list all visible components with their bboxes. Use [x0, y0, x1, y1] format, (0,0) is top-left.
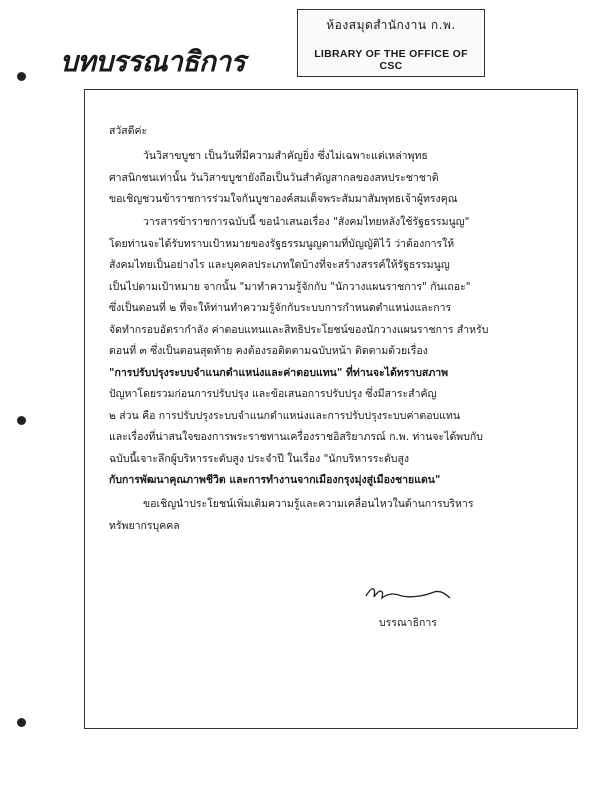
- text-line: ขอเชิญนำประโยชน์เพิ่มเติมความรู้และความเคลื่อนไหวในด้านการบริหาร: [143, 498, 474, 510]
- binder-hole-dot: [17, 718, 26, 727]
- text-line: ตอนที่ ๓ ซึ่งเป็นตอนสุดท้าย คงต้องรอติดตามฉบับหน้า ติดตามด้วยเรื่อง: [109, 345, 428, 357]
- paragraph-1: [109, 146, 554, 211]
- frame-border: [84, 89, 578, 90]
- text-line: ทรัพยากรบุคคล: [109, 519, 180, 532]
- text-line: วารสารข้าราชการฉบับนี้ ขอนำเสนอเรื่อง "สังคมไทยหลังใช้รัฐธรรมนูญ": [143, 216, 470, 228]
- binder-hole-dot: [17, 72, 26, 81]
- frame-border: [84, 89, 85, 729]
- paragraph-2: [109, 212, 554, 492]
- text-line: เป็นไปตามเป้าหมาย จากนั้น "มาทำความรู้จักกับ "นักวางแผนราชการ" กันเถอะ": [109, 280, 471, 293]
- text-line: ๒ ส่วน คือ การปรับปรุงระบบจำแนกตำแหน่งและการปรับปรุงระบบค่าตอบแทน: [109, 409, 461, 422]
- page-title: บทบรรณาธิการ: [60, 45, 246, 78]
- text-line: ซึ่งเป็นตอนที่ ๒ ที่จะให้ท่านทำความรู้จักกับระบบการกำหนดตำแหน่งและการ: [109, 302, 452, 314]
- binder-hole-dot: [17, 416, 26, 425]
- frame-border: [84, 728, 578, 729]
- text-line: สังคมไทยเป็นอย่างไร และบุคคลประเภทใดบ้างที่จะสร้างสรรค์ให้รัฐธรรมนูญ: [109, 259, 450, 271]
- text-line: โดยท่านจะได้รับทราบเป้าหมายของรัฐธรรมนูญตามที่บัญญัติไว้ ว่าต้องการให้: [109, 237, 455, 250]
- text-line: ฉบับนี้เจาะลึกผู้บริหารระดับสูง ประจำปี ในเรื่อง "นักบริหารระดับสูง: [109, 452, 410, 465]
- stamp-line-english: LIBRARY OF THE OFFICE OF CSC: [314, 48, 468, 72]
- handwritten-signature: [362, 582, 452, 604]
- editor-signature-label: บรรณาธิการ: [379, 617, 437, 629]
- text-line: กับการพัฒนาคุณภาพชีวิต และการทำงานจากเมืองกรุงมุ่งสู่เมืองชายแดน": [109, 474, 441, 486]
- text-line: วันวิสาขบูชา เป็นวันที่มีความสำคัญยิ่ง ซึ่งไม่เฉพาะแต่เหล่าพุทธ: [143, 150, 428, 162]
- greeting: สวัสดีค่ะ: [109, 125, 148, 137]
- frame-border: [577, 89, 578, 729]
- paragraph-3: [109, 494, 554, 537]
- text-line: และเรื่องที่น่าสนใจของการพระราชทานเครื่องราชอิสริยาภรณ์ ก.พ. ท่านจะได้พบกับ: [109, 431, 483, 443]
- text-line: ขอเชิญชวนข้าราชการร่วมใจกันบูชาองค์สมเด็จพระสัมมาสัมพุทธเจ้าผู้ทรงคุณ: [109, 193, 458, 205]
- stamp-line-thai: ห้องสมุดสำนักงาน ก.พ.: [326, 18, 456, 32]
- text-line: "การปรับปรุงระบบจำแนกตำแหน่งและค่าตอบแทน" ที่ท่านจะได้ทราบสภาพ: [109, 366, 449, 379]
- text-line: ศาสนิกชนเท่านั้น วันวิสาขบูชายังถือเป็นวันสำคัญสากลของสหประชาชาติ: [109, 171, 439, 184]
- text-line: จัดทำกรอบอัตรากำลัง ค่าตอบแทนและสิทธิประโยชน์ของนักวางแผนราชการ สำหรับ: [109, 323, 489, 336]
- library-stamp: [297, 9, 485, 77]
- text-line: ปัญหาโดยรวมก่อนการปรับปรุง และข้อเสนอการปรับปรุง ซึ่งมีสาระสำคัญ: [109, 388, 437, 400]
